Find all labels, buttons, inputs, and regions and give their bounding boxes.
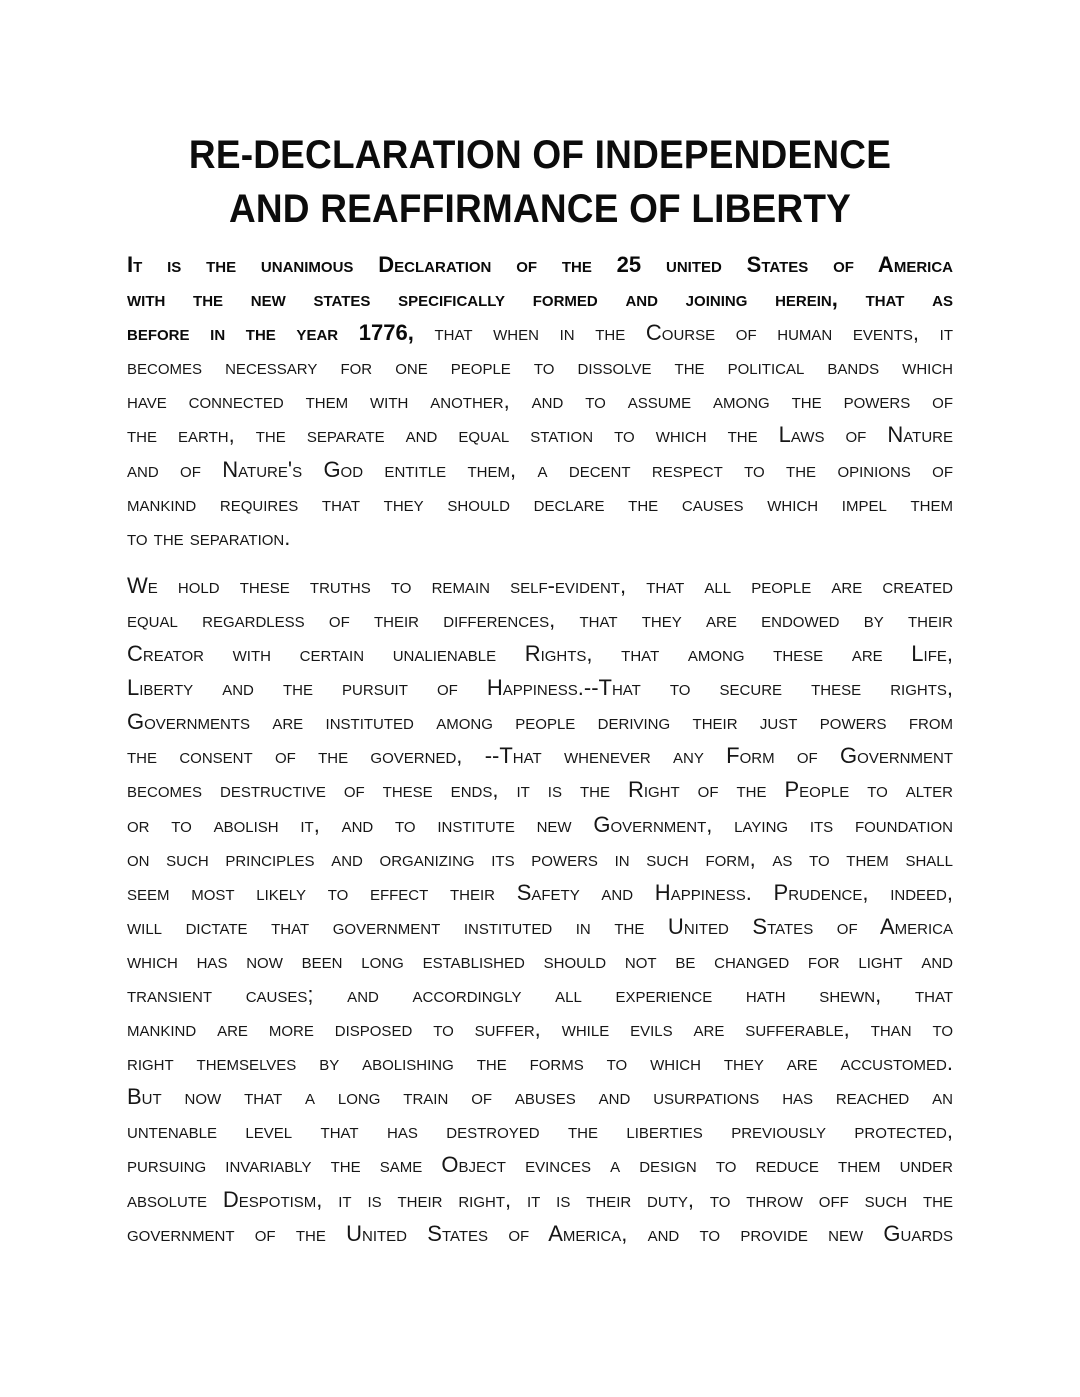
text-line: or to abolish it, and to institute new Government, laying its foundation xyxy=(127,811,953,837)
document-page xyxy=(127,128,953,1251)
text-line: the earth, the separate and equal station to which the Laws of Nature xyxy=(127,422,953,448)
text-line: to the separation. xyxy=(127,524,291,550)
text-line: seem most likely to effect their Safety and Happiness. Prudence, indeed, xyxy=(127,879,953,905)
text-line: pursuing invariably the same Object evinces a design to reduce them under xyxy=(127,1152,953,1178)
text-line: Governments are instituted among people deriving their just powers from xyxy=(127,709,953,735)
text-line xyxy=(127,316,953,350)
text-line: Liberty and the pursuit of Happiness.--That to secure these rights, xyxy=(127,675,953,701)
text-line: But now that a long train of abuses and usurpations has reached an xyxy=(127,1084,953,1110)
title-line: AND REAFFIRMANCE OF LIBERTY xyxy=(228,186,852,231)
text-line: transient causes; and accordingly all experience hath shewn, that xyxy=(127,981,953,1007)
text-line: becomes necessary for one people to dissolve the political bands which xyxy=(127,354,953,380)
paragraph-preamble xyxy=(127,248,953,555)
text-line: will dictate that government instituted in the United States of America xyxy=(127,913,953,939)
text-line: It is the unanimous Declaration of the 25 united States of America xyxy=(127,252,953,277)
text-line: mankind are more disposed to suffer, while evils are sufferable, than to xyxy=(127,1016,953,1042)
title-line: RE-DECLARATION OF INDEPENDENCE xyxy=(188,132,892,177)
paragraph-truths xyxy=(127,569,953,1251)
text-line: mankind requires that they should declare the causes which impel them xyxy=(127,490,953,516)
text-line: government of the United States of America, and to provide new Guards xyxy=(127,1220,953,1246)
text-line: the consent of the governed, --That whenever any Form of Government xyxy=(127,743,953,769)
text-run: that when in the Course of human events, it xyxy=(413,320,953,346)
bold-text: before in the year 1776, xyxy=(127,320,414,346)
text-line: untenable level that has destroyed the liberties previously protected, xyxy=(127,1118,953,1144)
text-line: on such principles and organizing its powers in such form, as to them shall xyxy=(127,845,953,871)
text-line: right themselves by abolishing the forms to which they are accustomed. xyxy=(127,1050,953,1076)
text-line: We hold these truths to remain self-evident, that all people are created xyxy=(127,572,953,598)
text-line: becomes destructive of these ends, it is the Right of the People to alter xyxy=(127,777,953,803)
text-line: equal regardless of their differences, that they are endowed by their xyxy=(127,606,953,632)
text-line: and of Nature's God entitle them, a decent respect to the opinions of xyxy=(127,456,953,482)
text-line: which has now been long established should not be changed for light and xyxy=(127,947,953,973)
text-line: Creator with certain unalienable Rights, that among these are Life, xyxy=(127,641,953,667)
text-line: have connected them with another, and to assume among the powers of xyxy=(127,388,953,414)
document-title xyxy=(127,128,953,236)
text-line: absolute Despotism, it is their right, it is their duty, to throw off such the xyxy=(127,1186,953,1212)
text-line: with the new states specifically formed and joining herein, that as xyxy=(127,286,953,312)
